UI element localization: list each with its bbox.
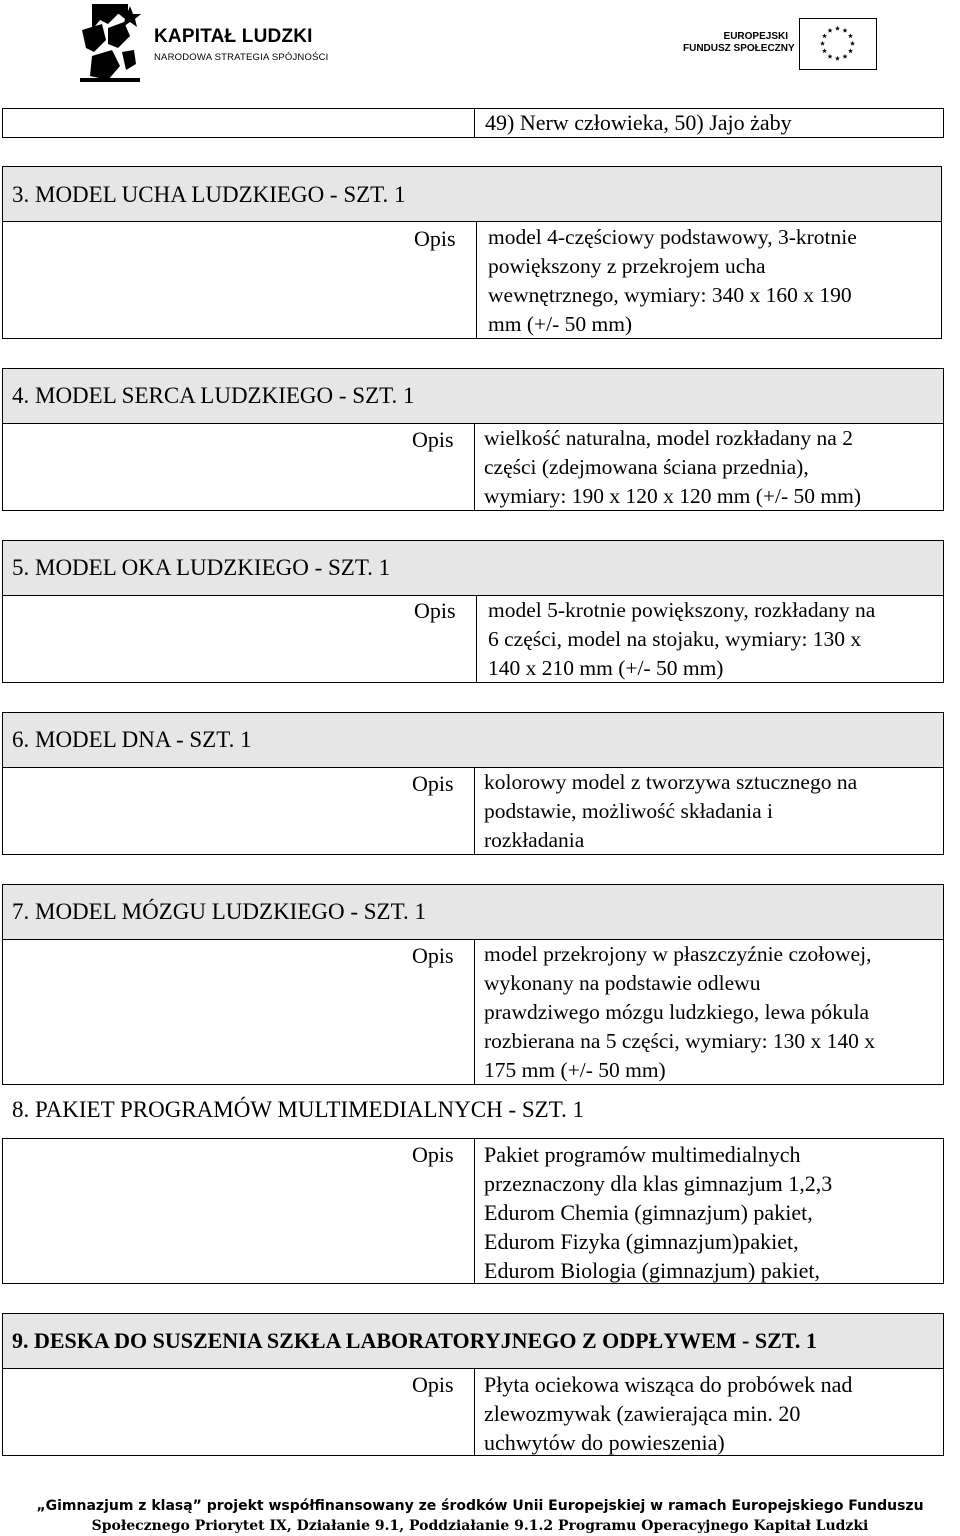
section-9-divider (474, 1368, 475, 1456)
section-5-title: 5. MODEL OKA LUDZKIEGO - SZT. 1 (12, 555, 391, 580)
section-3-divider (476, 221, 477, 339)
efs-logo-text (683, 31, 795, 55)
section-4-description (484, 424, 861, 511)
desc-line: podstawie, możliwość składania i (484, 799, 773, 823)
footer-line-2: Społecznego Priorytet IX, Działanie 9.1, Poddziałanie 9.1.2 Programu Operacyjnego Kapitał Ludzki (91, 1518, 869, 1534)
desc-line: Edurom Biologia (gimnazjum) pakiet, (484, 1258, 821, 1283)
section-6-opis-label: Opis (412, 771, 454, 796)
desc-line: Edurom Chemia (gimnazjum) pakiet, (484, 1200, 813, 1225)
desc-line: Pakiet programów multimedialnych (484, 1142, 801, 1167)
kapital-ludzki-emblem-icon (78, 0, 154, 86)
kapital-ludzki-subtitle: NARODOWA STRATEGIA SPÓJNOŚCI (154, 52, 329, 63)
efs-logo-line1: EUROPEJSKI (723, 31, 788, 42)
desc-line: części (zdejmowana ściana przednia), (484, 455, 809, 479)
eu-star-icon (828, 28, 833, 33)
top-row-divider (474, 108, 475, 138)
desc-line: 175 mm (+/- 50 mm) (484, 1058, 666, 1082)
desc-line: model 5-krotnie powiększony, rozkładany na (488, 598, 876, 622)
eu-star-icon (843, 54, 848, 59)
section-7-divider (474, 939, 475, 1085)
eu-flag-icon (799, 18, 877, 70)
section-4-title: 4. MODEL SERCA LUDZKIEGO - SZT. 1 (12, 383, 415, 408)
desc-line: Płyta ociekowa wisząca do probówek nad (484, 1372, 853, 1397)
section-3-title: 3. MODEL UCHA LUDZKIEGO - SZT. 1 (12, 182, 406, 207)
section-7-opis-label: Opis (412, 943, 454, 968)
eu-star-icon (820, 41, 825, 46)
section-9-title: 9. DESKA DO SUSZENIA SZKŁA LABORATORYJNEGO Z ODPŁYWEM - SZT. 1 (12, 1328, 817, 1353)
eu-star-icon (822, 33, 827, 38)
section-3-description (488, 223, 857, 339)
footer-line-1: „Gimnazjum z klasą” projekt współfinansowany ze środków Unii Europejskiej w ramach Europejskiego Funduszu (36, 1498, 924, 1514)
kapital-ludzki-title: KAPITAŁ LUDZKI (154, 26, 313, 47)
desc-line: prawdziwego mózgu ludzkiego, lewa pókula (484, 1000, 870, 1024)
section-8-description (484, 1140, 832, 1285)
top-row-text: 49) Nerw człowieka, 50) Jajo żaby (485, 110, 792, 135)
section-5-opis-label: Opis (414, 598, 456, 623)
desc-line: 6 części, model na stojaku, wymiary: 130 x (488, 627, 862, 651)
desc-line: przeznaczony dla klas gimnazjum 1,2,3 (484, 1171, 833, 1196)
section-8-divider (474, 1138, 475, 1284)
section-4-opis-label: Opis (412, 427, 454, 452)
desc-line: Edurom Fizyka (gimnazjum)pakiet, (484, 1229, 799, 1254)
desc-line: zlewozmywak (zawierająca min. 20 (484, 1401, 801, 1426)
eu-star-icon (848, 33, 853, 38)
desc-line: model przekrojony w płaszczyźnie czołowej, (484, 942, 872, 966)
section-6-description (484, 768, 857, 855)
desc-line: model 4-częściowy podstawowy, 3-krotnie (488, 225, 857, 249)
desc-line: wielkość naturalna, model rozkładany na 2 (484, 426, 853, 450)
section-6-divider (474, 767, 475, 855)
eu-star-icon (835, 26, 840, 31)
section-9-opis-label: Opis (412, 1372, 454, 1397)
kapital-ludzki-logo (78, 0, 348, 86)
eu-star-icon (835, 56, 840, 61)
section-7-title: 7. MODEL MÓZGU LUDZKIEGO - SZT. 1 (12, 899, 426, 924)
desc-line: wewnętrznego, wymiary: 340 x 160 x 190 (488, 283, 852, 307)
section-3-opis-label: Opis (414, 226, 456, 251)
section-7-description (484, 940, 875, 1085)
eu-star-icon (843, 28, 848, 33)
desc-line: wymiary: 190 x 120 x 120 mm (+/- 50 mm) (484, 484, 861, 508)
desc-line: mm (+/- 50 mm) (488, 312, 633, 336)
eu-star-icon (822, 48, 827, 53)
top-row (2, 108, 944, 138)
eu-star-icon (848, 48, 853, 53)
section-5-divider (476, 595, 477, 683)
section-8-opis-label: Opis (412, 1142, 454, 1167)
section-4-divider (474, 423, 475, 511)
desc-line: kolorowy model z tworzywa sztucznego na (484, 770, 858, 794)
desc-line: 140 x 210 mm (+/- 50 mm) (488, 656, 724, 680)
eu-star-icon (828, 54, 833, 59)
desc-line: wykonany na podstawie odlewu (484, 971, 761, 995)
desc-line: rozkładania (484, 828, 585, 852)
desc-line: powiększony z przekrojem ucha (488, 254, 766, 278)
efs-logo-line2: FUNDUSZ SPOŁECZNY (683, 43, 795, 54)
eu-star-icon (850, 41, 855, 46)
desc-line: rozbierana na 5 części, wymiary: 130 x 140 x (484, 1029, 876, 1053)
section-5-description (488, 596, 875, 683)
desc-line: uchwytów do powieszenia) (484, 1430, 725, 1455)
section-8-title: 8. PAKIET PROGRAMÓW MULTIMEDIALNYCH - SZT. 1 (12, 1097, 585, 1122)
section-6-title: 6. MODEL DNA - SZT. 1 (12, 727, 252, 752)
section-9-description (484, 1370, 852, 1457)
